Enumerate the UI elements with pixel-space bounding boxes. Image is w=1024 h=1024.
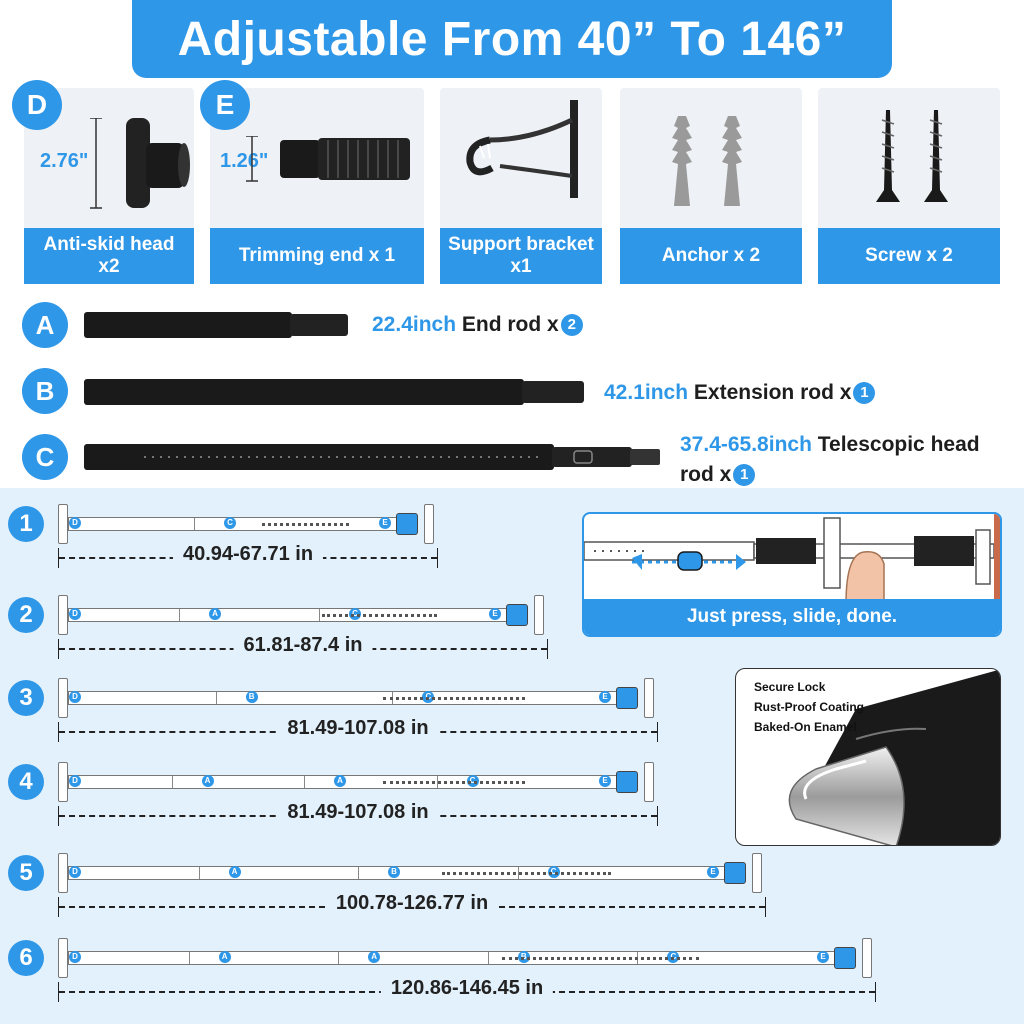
length-range-label: 40.94-67.71 in	[173, 543, 323, 566]
adjustment-holes	[322, 614, 437, 617]
configuration-number: 5	[8, 855, 44, 891]
part-card-anchor	[620, 88, 802, 284]
part-badge-e: E	[200, 80, 250, 130]
segment-label-e: E	[817, 951, 829, 963]
trimming-end	[616, 687, 638, 709]
segment-label-e: E	[379, 517, 391, 529]
dimension-label: 1.26"	[220, 150, 269, 172]
trimming-end	[834, 947, 856, 969]
rod-joint	[488, 952, 489, 964]
adjustment-holes	[502, 957, 699, 960]
length-range	[58, 977, 876, 1002]
anti-skid-head	[752, 853, 762, 893]
length-range-label: 61.81-87.4 in	[234, 634, 373, 657]
anti-skid-head	[644, 762, 654, 802]
part-card-support-bracket	[440, 88, 602, 284]
rod-joint	[194, 518, 195, 530]
anti-skid-head	[58, 853, 68, 893]
adjustment-holes	[383, 781, 526, 784]
segment-label-c: C	[667, 951, 679, 963]
rod-name: Telescopic head	[817, 433, 980, 456]
part-caption: Anti-skid head x2	[24, 228, 194, 284]
segment-label-a: A	[219, 951, 231, 963]
anti-skid-head	[424, 504, 434, 544]
anti-skid-head	[58, 595, 68, 635]
part-caption: Trimming end x 1	[210, 228, 424, 284]
trimming-end	[506, 604, 528, 626]
trimming-end	[616, 771, 638, 793]
anti-skid-head	[58, 678, 68, 718]
press-slide-panel	[582, 512, 1002, 637]
rod-length: 22.4inch	[372, 313, 457, 336]
rod-name: End rod x	[461, 313, 559, 336]
dimension-label: 2.76"	[40, 150, 89, 172]
anti-skid-head	[862, 938, 872, 978]
trimming-end	[724, 862, 746, 884]
rod-joint	[319, 609, 320, 621]
rod-qty: 1	[853, 382, 875, 404]
anti-skid-head	[58, 762, 68, 802]
anti-skid-head	[644, 678, 654, 718]
segment-label-e: E	[599, 691, 611, 703]
segment-label-d: D	[69, 691, 81, 703]
segment-label-d: D	[69, 608, 81, 620]
rod-name: Extension rod x	[693, 381, 852, 404]
adjustment-holes	[442, 872, 612, 875]
rod-badge-c: C	[22, 434, 68, 480]
segment-label-c: C	[467, 775, 479, 787]
segment-label-e: E	[707, 866, 719, 878]
configuration-number: 4	[8, 764, 44, 800]
anti-skid-head	[534, 595, 544, 635]
assembled-rod	[68, 951, 856, 965]
rod-joint	[216, 692, 217, 704]
trimming-end	[396, 513, 418, 535]
coating-feature: Baked-On Enamel	[754, 720, 857, 734]
rod-name-line2: rod x	[680, 463, 732, 486]
rod-joint	[338, 952, 339, 964]
page-title-banner	[132, 0, 892, 78]
rod-joint	[179, 609, 180, 621]
coating-features	[754, 677, 864, 737]
anchor-icon	[664, 116, 764, 226]
length-range-label: 81.49-107.08 in	[277, 801, 438, 824]
length-range	[58, 543, 438, 568]
adjustment-holes	[383, 697, 526, 700]
press-slide-illustration	[584, 514, 1002, 604]
segment-label-a: A	[368, 951, 380, 963]
assembled-rod	[68, 775, 638, 789]
segment-label-c: C	[349, 608, 361, 620]
configuration-number: 3	[8, 680, 44, 716]
segment-label-e: E	[489, 608, 501, 620]
segment-label-b: B	[246, 691, 258, 703]
segment-label-a: A	[209, 608, 221, 620]
segment-label-a: A	[229, 866, 241, 878]
segment-label-d: D	[69, 951, 81, 963]
configuration-number: 1	[8, 506, 44, 542]
rod-qty: 2	[561, 314, 583, 336]
rod-b-icon	[84, 377, 589, 407]
anti-skid-head-icon	[86, 118, 196, 218]
part-caption: Support bracket x1	[440, 228, 602, 284]
rod-c-label	[680, 430, 980, 490]
assembled-rod	[68, 517, 418, 531]
segment-label-d: D	[69, 866, 81, 878]
segment-label-e: E	[599, 775, 611, 787]
segment-label-c: C	[422, 691, 434, 703]
rod-joint	[189, 952, 190, 964]
rod-a-icon	[84, 310, 354, 340]
length-range	[58, 717, 658, 742]
press-slide-caption: Just press, slide, done.	[584, 599, 1000, 635]
rod-joint	[199, 867, 200, 879]
configuration-number: 6	[8, 940, 44, 976]
rod-a-label	[372, 310, 583, 340]
configuration-number: 2	[8, 597, 44, 633]
rod-length: 42.1inch	[604, 381, 689, 404]
anti-skid-head	[58, 504, 68, 544]
segment-label-d: D	[69, 775, 81, 787]
length-range-label: 120.86-146.45 in	[381, 977, 553, 1000]
trimming-end-icon	[240, 136, 420, 196]
rod-b-label	[604, 378, 875, 408]
segment-label-c: C	[224, 517, 236, 529]
segment-label-c: C	[548, 866, 560, 878]
rod-length: 37.4-65.8inch	[680, 433, 812, 456]
length-range	[58, 634, 548, 659]
length-range-label: 81.49-107.08 in	[277, 717, 438, 740]
part-caption: Anchor x 2	[620, 228, 802, 284]
rod-badge-b: B	[22, 368, 68, 414]
assembled-rod	[68, 608, 528, 622]
coating-panel	[735, 668, 1001, 846]
part-card-screw	[818, 88, 1000, 284]
segment-label-a: A	[202, 775, 214, 787]
segment-label-b: B	[518, 951, 530, 963]
length-range	[58, 892, 766, 917]
rod-joint	[358, 867, 359, 879]
anti-skid-head	[58, 938, 68, 978]
adjustment-holes	[262, 523, 350, 526]
rod-joint	[172, 776, 173, 788]
assembled-rod	[68, 691, 638, 705]
part-badge-d: D	[12, 80, 62, 130]
coating-feature: Rust-Proof Coating	[754, 700, 864, 714]
length-range-label: 100.78-126.77 in	[326, 892, 498, 915]
part-caption: Screw x 2	[818, 228, 1000, 284]
support-bracket-icon	[460, 100, 590, 220]
length-range	[58, 801, 658, 826]
assembled-rod	[68, 866, 746, 880]
segment-label-a: A	[334, 775, 346, 787]
rod-badge-a: A	[22, 302, 68, 348]
rod-joint	[304, 776, 305, 788]
screw-icon	[872, 110, 962, 210]
segment-label-d: D	[69, 517, 81, 529]
rod-c-icon	[84, 442, 664, 472]
page-title: Adjustable From 40” To 146”	[177, 12, 847, 66]
rod-qty: 1	[733, 464, 755, 486]
coating-feature: Secure Lock	[754, 680, 826, 694]
segment-label-b: B	[388, 866, 400, 878]
